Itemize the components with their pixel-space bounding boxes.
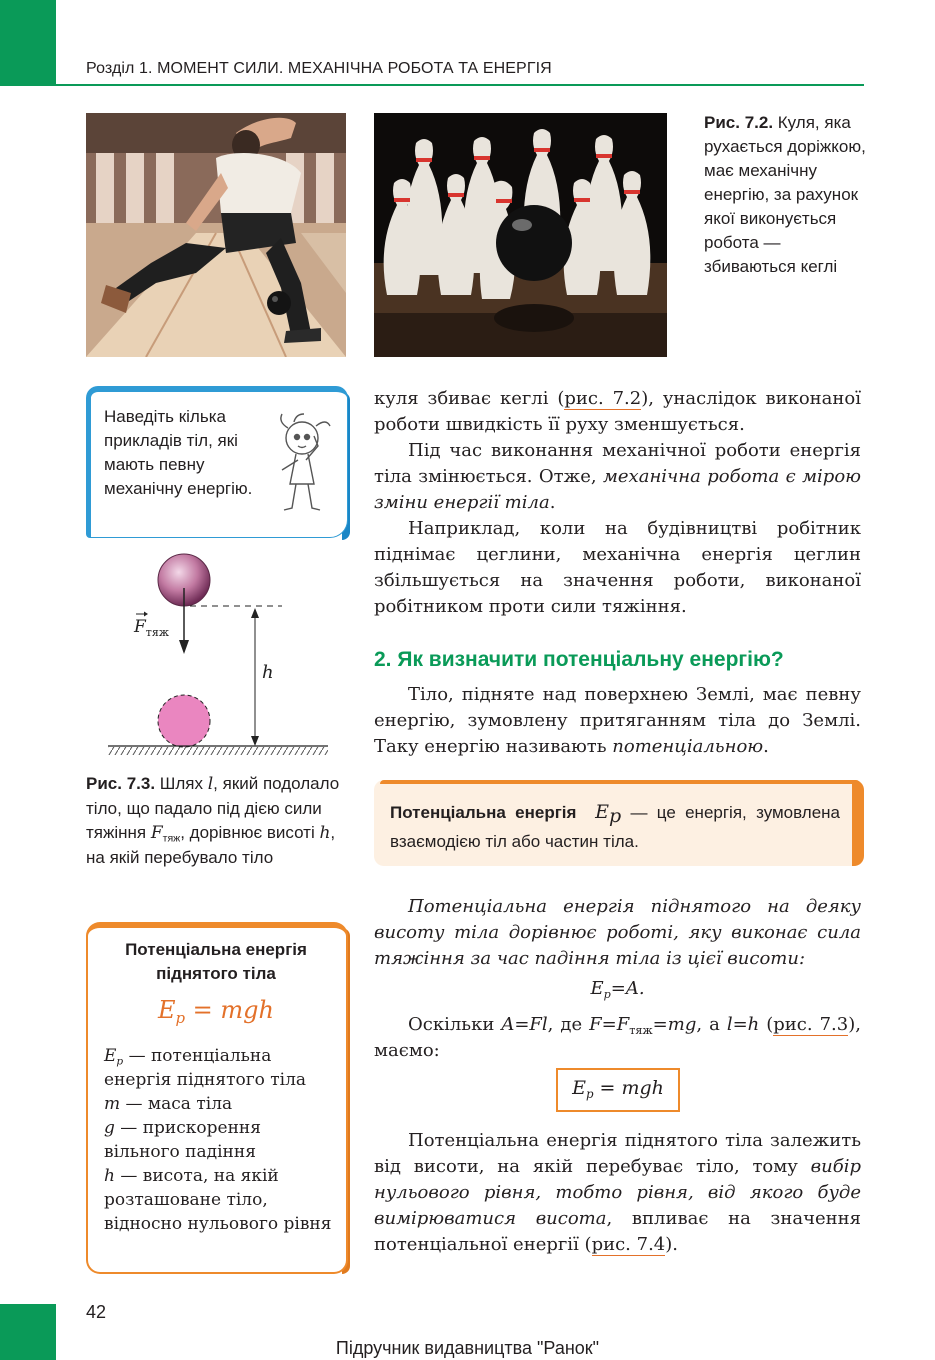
bowler-photo: [86, 113, 346, 357]
figure-7-2-label: Рис. 7.2.: [704, 113, 774, 132]
paragraph: Під час виконання механічної роботи енергія тіла змінюється. Отже, механічна робота є мірою зміни енергії тіла.: [374, 440, 861, 513]
paragraph: куля збиває кеглі (рис. 7.2), унаслідок виконаної роботи швидкість її руху зменшується.: [374, 388, 861, 435]
paragraph: Тіло, підняте над поверхнею Землі, має певну енергію, зумовлену притяганням тіла до Землі. Таку енергію називають потенціальною.: [374, 684, 861, 757]
figure-7-2-text: Куля, яка рухається доріжкою, має механічну енергію, за рахунок якої виконується робота — збиваються кеглі: [704, 113, 866, 276]
summary-box-title: Потенціальна енергія піднятого тіла: [125, 940, 307, 983]
force-arrowhead: [179, 640, 189, 654]
main-text-intro: [374, 682, 861, 760]
thinking-girl-icon: [270, 410, 342, 518]
definition-text: Потенціальна енергія $E_p$ — це енергія, зумовлена взаємодією тіл або частин тіла.: [390, 801, 840, 851]
figure-reference[interactable]: рис. 7.2: [564, 388, 642, 409]
publisher-line: Підручник видавництва "Ранок": [335, 1338, 600, 1358]
chapter-tab: [0, 0, 56, 86]
summary-box-formula: $E_p$ = mgh: [157, 996, 274, 1028]
force-label: $F_{тяж}$: [134, 617, 169, 639]
main-text-lower: [374, 1128, 861, 1258]
legend-item: $E_p$ — потенціальна енергія піднятого тіла: [104, 1046, 307, 1090]
equation-ep-a: $E_p=A$.: [590, 978, 645, 1001]
figure-7-3-caption: [86, 772, 350, 870]
main-text-derivation: [374, 1012, 861, 1064]
figure-reference[interactable]: рис. 7.3: [773, 1014, 849, 1035]
caption-symbol-f: F: [150, 823, 163, 843]
figure-7-3-diagram: [100, 550, 340, 760]
caption-part: , який подолало тіло, що падало під дією сили тяжіння: [86, 774, 340, 842]
legend-item: h — висота, на якій розташоване тіло, відносно нульового рівня: [104, 1166, 332, 1234]
legend-item: m — маса тіла: [104, 1094, 233, 1114]
summary-box-legend: [104, 1044, 342, 1236]
paragraph: Наприклад, коли на будівництві робітник піднімає цеглини, механічна енергія цеглин збільшується на значення роботи, виконаної робітником проти сили тяжіння.: [374, 518, 861, 617]
main-text-upper: [374, 386, 861, 620]
ball-bottom: [158, 695, 210, 747]
caption-part: Шлях: [159, 774, 203, 793]
figure-7-2-caption: [704, 111, 874, 279]
caption-part: , дорівнює висоті: [180, 823, 315, 842]
caption-symbol-f-sub: тяж: [162, 832, 181, 845]
height-label: h: [262, 662, 274, 683]
header-rule: [56, 84, 864, 86]
figure-reference[interactable]: рис. 7.4: [591, 1234, 666, 1255]
definition-box-edge: [852, 780, 864, 866]
legend-item: g — прискорення вільного падіння: [104, 1118, 261, 1162]
caption-symbol-h: h: [319, 823, 331, 843]
running-title: Розділ 1. МОМЕНТ СИЛИ. МЕХАНІЧНА РОБОТА ТА ЕНЕРГІЯ: [86, 60, 552, 77]
figure-7-3-label: Рис. 7.3.: [86, 774, 156, 793]
section-heading: 2. Як визначити потенціальну енергію?: [374, 648, 784, 671]
question-text: Наведіть кілька прикладів тіл, які мають певну механічну енергію.: [104, 407, 253, 498]
boxed-formula-text: $E_p$ = mgh: [572, 1077, 664, 1102]
bowling-pins-photo: [374, 113, 667, 357]
paragraph-italic: Потенціальна енергія піднятого на деяку висоту тіла дорівнює роботі, яку виконає сила тяжіння за час падіння тіла із цієї висоти:: [374, 896, 861, 969]
paragraph: Оскільки A=Fl, де $F=F_{тяж}=mg$, а l=h (рис. 7.3), маємо:: [374, 1014, 861, 1061]
caption-symbol-l: l: [207, 774, 214, 794]
definition-box-top: [380, 780, 860, 784]
page-number: 42: [86, 1302, 107, 1322]
main-text-statement: [374, 894, 861, 972]
paragraph: Потенціальна енергія піднятого тіла залежить від висоти, на якій перебуває тіло, тому вибір нульового рівня, тобто рівня, від якого буде вимірюватися висота, впливає на значення потенціальної енергії (рис. 7.4).: [374, 1130, 861, 1255]
caption-part: , на якій перебувало тіло: [86, 823, 336, 867]
